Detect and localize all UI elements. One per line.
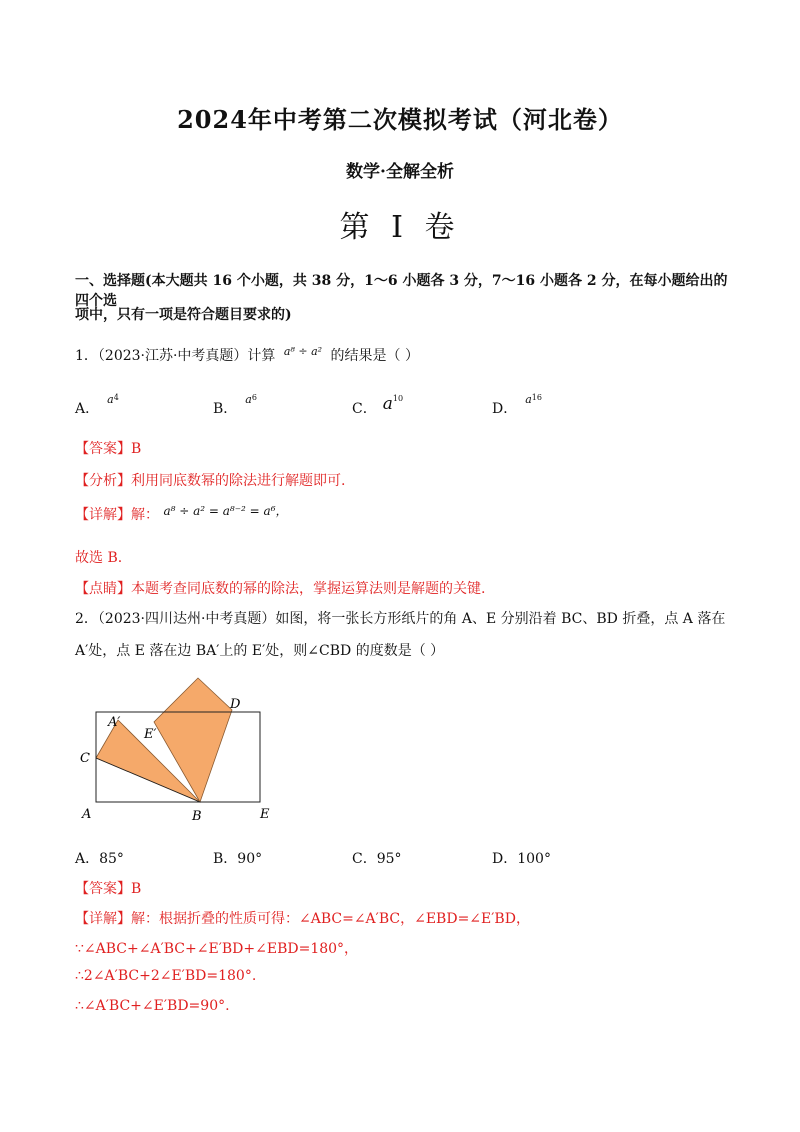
section-heading-line2: 项中，只有一项是符合题目要求的)	[75, 307, 292, 323]
q2-answer: 【答案】B	[75, 881, 142, 897]
q2-option-d: D．100°	[492, 851, 551, 867]
label-c: C	[80, 751, 90, 766]
q1-comment: 【点睛】本题考查同底数的幂的除法，掌握运算法则是解题的关键.	[75, 581, 486, 597]
q1-stem-prefix: 1．（2023·江苏·中考真题）计算	[75, 348, 276, 364]
q2-detail-line4: ∴∠A′BC+∠E′BD=90°.	[75, 998, 230, 1014]
label-a: A	[82, 807, 92, 822]
question-2-stem-line1: 2．（2023·四川达州·中考真题）如图，将一张长方形纸片的角 A、E 分别沿着 BC、BD 折叠，点 A 落在	[75, 611, 726, 627]
volume-heading: 第 I 卷	[339, 210, 461, 245]
label-d: D	[230, 697, 241, 712]
q2-detail-line3: ∴2∠A′BC+2∠E′BD=180°.	[75, 968, 257, 984]
q2-detail-line2: ∵∠ABC+∠A′BC+∠E′BD+∠EBD=180°，	[75, 941, 359, 957]
label-e-prime: E′	[144, 727, 157, 742]
page-title: 2024年中考第二次模拟考试（河北卷）	[177, 105, 623, 134]
q2-folding-figure	[70, 672, 290, 827]
q1-conclusion: 故选 B.	[75, 550, 123, 566]
question-2-stem-line2: A′处，点 E 落在边 BA′上的 E′处，则∠CBD 的度数是（ ）	[75, 643, 445, 659]
q2-option-c: C．95°	[352, 851, 402, 867]
q2-option-b: B．90°	[213, 851, 263, 867]
q2-detail-line1: 【详解】解：根据折叠的性质可得：∠ABC=∠A′BC，∠EBD=∠E′BD，	[75, 911, 530, 927]
q1-option-d: D．$^{a16}$	[492, 393, 542, 417]
q1-expression: a⁸ ÷ a²	[283, 345, 323, 358]
q1-detail-expression: a⁸ ÷ a² = a⁸⁻² = a⁶，	[163, 504, 288, 518]
q1-detail-label: 【详解】解：	[75, 507, 159, 523]
q1-detail	[75, 504, 735, 524]
q2-option-a: A．85°	[75, 851, 124, 867]
section-heading-line1: 一、选择题(本大题共 16 个小题，共 38 分，1～6 小题各 3 分，7～16 小题各 2 分，在每小题给出的四个选	[75, 273, 728, 309]
q1-analysis: 【分析】利用同底数幂的除法进行解题即可.	[75, 473, 346, 489]
q1-stem-suffix: 的结果是（ ）	[330, 348, 419, 364]
q1-option-a: A．$^{a4}$	[75, 393, 119, 417]
q1-option-c: C． $a^{10}$	[352, 394, 404, 417]
label-e: E	[260, 807, 270, 822]
label-a-prime: A′	[108, 715, 121, 730]
q1-answer: 【答案】B	[75, 441, 142, 457]
question-1-stem	[75, 345, 735, 365]
page-subtitle: 数学·全解全析	[346, 162, 454, 182]
label-b: B	[192, 809, 202, 824]
q1-option-b: B．$^{a6}$	[213, 393, 257, 417]
